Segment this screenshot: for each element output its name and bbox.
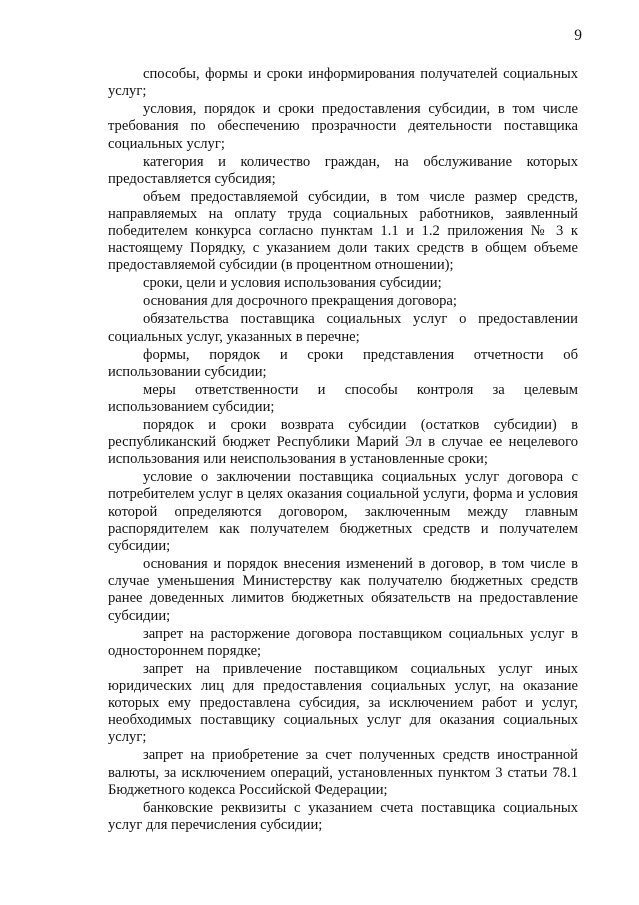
paragraph: основания для досрочного прекращения договора;: [143, 293, 457, 310]
paragraph: условия, порядок и сроки предоставления субсидии, в том числе требования по обеспечению прозрачности деятельности поставщика социальных услуг;: [108, 101, 578, 152]
paragraph: запрет на привлечение поставщиком социальных услуг иных юридических лиц для предоставления социальных услуг, на оказание которых ему предоставлена субсидия, за исключением работ и услуг, необходимых поставщику социальных услуг для оказания социальных услуг;: [108, 660, 578, 746]
paragraph: способы, формы и сроки информирования получателей социальных услуг;: [108, 66, 578, 100]
paragraph: запрет на приобретение за счет полученных средств иностранной валюты, за исключением операций, установленных пунктом 3 статьи 78.1 Бюджетного кодекса Российской Федерации;: [108, 747, 578, 798]
paragraph: запрет на расторжение договора поставщиком социальных услуг в одностороннем порядке;: [108, 625, 578, 659]
body-text: [108, 66, 578, 834]
paragraph: сроки, цели и условия использования субсидии;: [143, 275, 442, 292]
paragraph: обязательства поставщика социальных услуг о предоставлении социальных услуг, указанных в перечне;: [108, 311, 578, 345]
paragraph: основания и порядок внесения изменений в договор, в том числе в случае уменьшения Министерству как получателю бюджетных средств ранее доведенных лимитов бюджетных обязательств на предоставление субсидии;: [108, 555, 578, 624]
paragraph: категория и количество граждан, на обслуживание которых предоставляется субсидия;: [108, 153, 578, 187]
paragraph: формы, порядок и сроки представления отчетности об использовании субсидии;: [108, 346, 578, 380]
paragraph: меры ответственности и способы контроля за целевым использованием субсидии;: [108, 381, 578, 415]
page-number: 9: [574, 27, 582, 44]
paragraph: условие о заключении поставщика социальных услуг договора с потребителем услуг в целях оказания социальной услуги, форма и условия которой определяются договором, заключенным между главным распорядителем как получателем бюджетных средств и получателем субсидии;: [108, 469, 578, 554]
paragraph: порядок и сроки возврата субсидии (остатков субсидии) в республиканский бюджет Республики Марий Эл в случае ее нецелевого использования или неиспользования в установленные сроки;: [108, 416, 578, 468]
paragraph: объем предоставляемой субсидии, в том числе размер средств, направляемых на оплату труда социальных работников, заявленный победителем конкурса согласно пунктам 1.1 и 1.2 приложения № 3 к настоящему Порядку, с указанием доли таких средств в общем объеме предоставляемой субсидии (в процентном отношении);: [108, 188, 578, 274]
paragraph: банковские реквизиты с указанием счета поставщика социальных услуг для перечисления субсидии;: [108, 799, 578, 833]
